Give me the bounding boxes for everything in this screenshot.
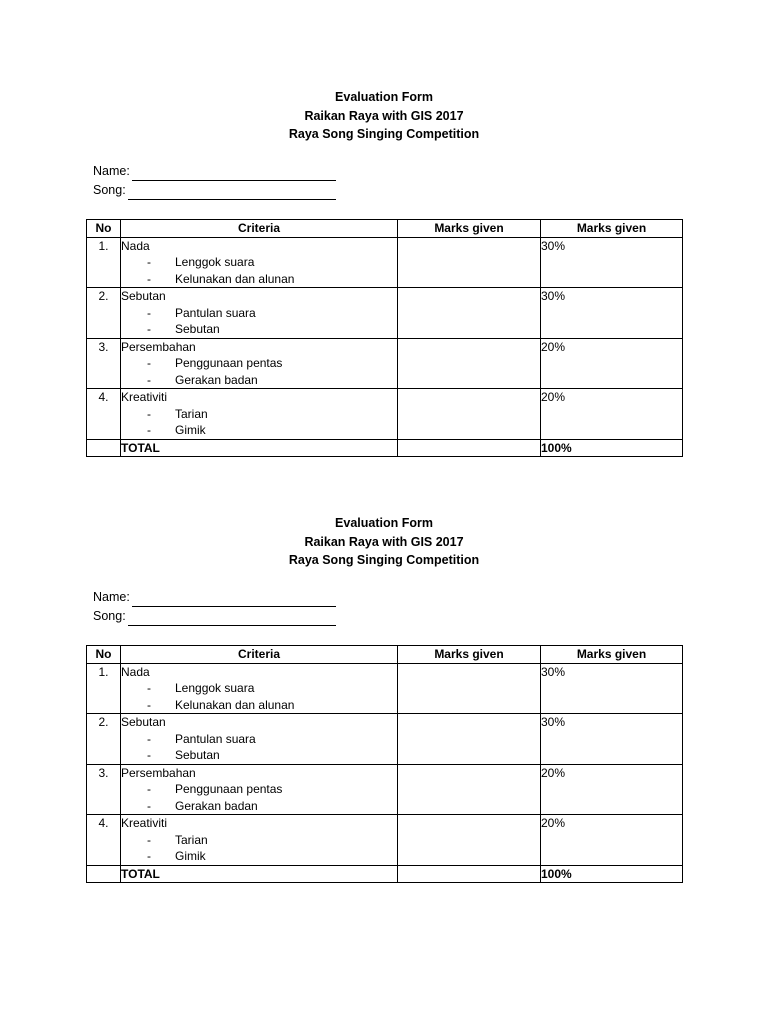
table-row	[87, 288, 683, 339]
table-row	[87, 338, 683, 389]
form-event: Raya Song Singing Competition	[288, 553, 480, 567]
score-table	[86, 219, 683, 457]
form-title: Evaluation Form	[335, 516, 433, 530]
row-no: 3.	[87, 764, 121, 815]
marks-cell[interactable]	[398, 237, 541, 288]
sub-criteria-label: Pantulan suara	[175, 305, 256, 320]
evaluation-form-1	[0, 88, 768, 455]
form-fields	[93, 162, 336, 200]
dash-bullet: -	[147, 423, 151, 437]
sub-criteria-label: Tarian	[175, 832, 208, 847]
row-no: 4.	[87, 389, 121, 440]
criteria-name: Sebutan	[121, 715, 166, 729]
form-event: Raya Song Singing Competition	[288, 127, 480, 141]
sub-criteria	[121, 422, 397, 439]
total-row	[87, 439, 683, 457]
song-blank[interactable]	[128, 185, 336, 200]
name-field[interactable]	[93, 588, 336, 607]
marks-cell[interactable]	[398, 714, 541, 765]
row-criteria	[121, 237, 398, 288]
name-field[interactable]	[93, 162, 336, 181]
sub-criteria-label: Lenggok suara	[175, 681, 255, 695]
sub-criteria	[121, 747, 397, 764]
name-blank[interactable]	[132, 592, 336, 607]
sub-criteria-label: Kelunakan dan alunan	[175, 271, 295, 286]
dash-bullet: -	[147, 697, 151, 712]
dash-bullet: -	[147, 832, 151, 847]
header-criteria: Criteria	[121, 220, 398, 238]
marks-cell[interactable]	[398, 288, 541, 339]
row-criteria	[121, 338, 398, 389]
dash-bullet: -	[147, 406, 151, 421]
sub-criteria-label: Penggunaan pentas	[175, 356, 283, 370]
dash-bullet: -	[147, 782, 151, 796]
song-blank[interactable]	[128, 611, 336, 626]
dash-bullet: -	[147, 271, 151, 286]
table-row	[87, 815, 683, 866]
marks-cell[interactable]	[398, 815, 541, 866]
sub-criteria-label: Gerakan badan	[175, 798, 258, 813]
table-row	[87, 764, 683, 815]
marks-cell[interactable]	[398, 663, 541, 714]
song-field[interactable]	[93, 181, 336, 200]
header-marks-given: Marks given	[398, 646, 541, 664]
row-criteria	[121, 714, 398, 765]
sub-criteria-label: Tarian	[175, 406, 208, 421]
row-criteria	[121, 815, 398, 866]
row-no: 2.	[87, 288, 121, 339]
dash-bullet: -	[147, 356, 151, 370]
dash-bullet: -	[147, 681, 151, 695]
sub-criteria	[121, 406, 397, 423]
row-percent: 30%	[541, 237, 683, 288]
row-no: 1.	[87, 663, 121, 714]
total-no-cell	[87, 439, 121, 457]
sub-criteria	[121, 697, 397, 714]
form-title: Evaluation Form	[335, 90, 433, 104]
total-row	[87, 865, 683, 883]
row-percent: 30%	[541, 714, 683, 765]
row-percent: 30%	[541, 663, 683, 714]
dash-bullet: -	[147, 849, 151, 863]
name-label: Name:	[93, 164, 130, 178]
sub-criteria	[121, 321, 397, 338]
dash-bullet: -	[147, 322, 151, 336]
sub-criteria	[121, 355, 397, 372]
row-percent: 20%	[541, 389, 683, 440]
sub-criteria	[121, 254, 397, 271]
form-fields	[93, 588, 336, 626]
header-marks-given: Marks given	[398, 220, 541, 238]
total-percent: 100%	[541, 439, 683, 457]
row-no: 2.	[87, 714, 121, 765]
row-no: 1.	[87, 237, 121, 288]
sub-criteria-label: Gimik	[175, 849, 206, 863]
sub-criteria	[121, 372, 397, 389]
row-criteria	[121, 663, 398, 714]
sub-criteria	[121, 305, 397, 322]
sub-criteria-label: Lenggok suara	[175, 255, 255, 269]
criteria-name: Nada	[121, 664, 150, 679]
total-marks-cell[interactable]	[398, 439, 541, 457]
row-no: 4.	[87, 815, 121, 866]
row-criteria	[121, 389, 398, 440]
row-criteria	[121, 764, 398, 815]
sub-criteria	[121, 271, 397, 288]
total-label: TOTAL	[121, 439, 398, 457]
sub-criteria	[121, 680, 397, 697]
form-titles	[0, 88, 768, 144]
dash-bullet: -	[147, 748, 151, 762]
song-label: Song:	[93, 609, 126, 623]
sub-criteria	[121, 781, 397, 798]
total-label: TOTAL	[121, 865, 398, 883]
total-percent: 100%	[541, 865, 683, 883]
table-header-row	[87, 646, 683, 664]
table-row	[87, 663, 683, 714]
sub-criteria-label: Kelunakan dan alunan	[175, 697, 295, 712]
song-field[interactable]	[93, 607, 336, 626]
name-label: Name:	[93, 590, 130, 604]
sub-criteria-label: Gimik	[175, 423, 206, 437]
header-marks-given-percent: Marks given	[541, 220, 683, 238]
table-row	[87, 714, 683, 765]
sub-criteria	[121, 798, 397, 815]
dash-bullet: -	[147, 255, 151, 269]
song-label: Song:	[93, 183, 126, 197]
dash-bullet: -	[147, 372, 151, 387]
row-percent: 20%	[541, 764, 683, 815]
sub-criteria-label: Penggunaan pentas	[175, 782, 283, 796]
marks-cell[interactable]	[398, 389, 541, 440]
table-header-row	[87, 220, 683, 238]
evaluation-form-2	[0, 514, 768, 881]
sub-criteria	[121, 848, 397, 865]
form-subtitle: Raikan Raya with GIS 2017	[304, 534, 464, 549]
table-row	[87, 237, 683, 288]
form-subtitle: Raikan Raya with GIS 2017	[304, 108, 464, 123]
header-no: No	[87, 646, 121, 664]
criteria-name: Persembahan	[121, 765, 196, 780]
name-blank[interactable]	[132, 166, 336, 181]
sub-criteria	[121, 731, 397, 748]
criteria-name: Nada	[121, 238, 150, 253]
sub-criteria-label: Pantulan suara	[175, 731, 256, 746]
sub-criteria	[121, 832, 397, 849]
sub-criteria-label: Sebutan	[175, 748, 220, 762]
row-percent: 20%	[541, 338, 683, 389]
total-no-cell	[87, 865, 121, 883]
marks-cell[interactable]	[398, 338, 541, 389]
criteria-name: Kreativiti	[121, 390, 168, 404]
row-criteria	[121, 288, 398, 339]
dash-bullet: -	[147, 798, 151, 813]
form-titles	[0, 514, 768, 570]
sub-criteria-label: Sebutan	[175, 322, 220, 336]
header-no: No	[87, 220, 121, 238]
row-percent: 30%	[541, 288, 683, 339]
row-percent: 20%	[541, 815, 683, 866]
row-no: 3.	[87, 338, 121, 389]
marks-cell[interactable]	[398, 764, 541, 815]
dash-bullet: -	[147, 305, 151, 320]
sub-criteria-label: Gerakan badan	[175, 372, 258, 387]
criteria-name: Persembahan	[121, 339, 196, 354]
criteria-name: Sebutan	[121, 289, 166, 303]
score-table	[86, 645, 683, 883]
total-marks-cell[interactable]	[398, 865, 541, 883]
dash-bullet: -	[147, 731, 151, 746]
criteria-name: Kreativiti	[121, 816, 168, 830]
table-row	[87, 389, 683, 440]
header-marks-given-percent: Marks given	[541, 646, 683, 664]
header-criteria: Criteria	[121, 646, 398, 664]
